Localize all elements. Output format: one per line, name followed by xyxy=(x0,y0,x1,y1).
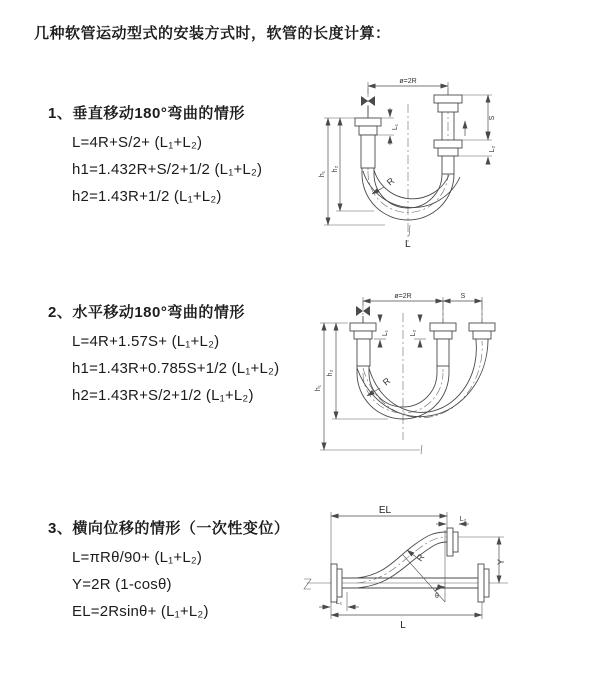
dim-label-h1: h₁ xyxy=(319,170,326,178)
section-1-heading: 1、垂直移动180°弯曲的情形 xyxy=(48,105,245,122)
page-title: 几种软管运动型式的安装方式时，软管的长度计算： xyxy=(34,25,391,42)
dim-label-l2: L₂ xyxy=(489,145,496,153)
dim-label-l1: L₁ xyxy=(392,123,399,131)
radius-label: R xyxy=(414,552,427,564)
section-3-formula-l: L=πRθ/90+ (L₁+L₂) xyxy=(72,549,203,566)
section-1-formula-l: L=4R+S/2+ (L₁+L₂) xyxy=(72,134,203,151)
dim-label-s: S xyxy=(489,115,496,121)
diagram-lateral-displacement xyxy=(295,502,600,642)
centerlines xyxy=(368,88,448,242)
section-1 xyxy=(48,104,262,214)
dimension-l2 xyxy=(436,516,469,524)
section-1-formula-h2: h2=1.43R+1/2 (L₁+L₂) xyxy=(72,188,222,205)
bottom-tick xyxy=(421,445,422,454)
right-flange xyxy=(478,564,489,602)
dim-label-y: Y xyxy=(496,558,506,566)
section-2 xyxy=(48,303,279,413)
dimension-s xyxy=(462,95,496,140)
radius-label: R xyxy=(380,375,393,388)
section-3-heading: 3、横向位移的情形（一次性变位） xyxy=(48,520,290,537)
dim-label-h1: h₁ xyxy=(315,384,322,392)
angle-construction xyxy=(403,530,445,602)
dim-label-2r: ø=2R xyxy=(394,293,412,300)
dim-label-l1: L₁ xyxy=(382,329,389,337)
middle-fitting xyxy=(430,323,456,366)
diagram-horizontal-180-bend xyxy=(308,288,598,458)
dim-label-2r: ø=2R xyxy=(399,78,417,85)
dim-label-h2: h₂ xyxy=(327,369,334,377)
dim-label-l2: L₂ xyxy=(410,329,417,337)
dim-label-h2: h₂ xyxy=(332,165,339,173)
dimension-2r xyxy=(368,78,448,95)
section-2-heading: 2、水平移动180°弯曲的情形 xyxy=(48,304,245,321)
hose-outline xyxy=(362,168,460,220)
length-label: L xyxy=(405,239,411,250)
left-flange xyxy=(331,564,342,602)
upper-flange xyxy=(447,528,458,556)
right-fitting-moved xyxy=(469,323,495,339)
dim-label-l2: L₂ xyxy=(459,516,467,523)
centerline-break-symbol xyxy=(304,579,311,589)
dim-label-l1: L₁ xyxy=(335,599,343,606)
dimension-l1 xyxy=(377,108,399,145)
section-3-formula-el: EL=2Rsinθ+ (L₁+L₂) xyxy=(72,603,209,620)
radius-label: R xyxy=(384,175,397,188)
valve-icon xyxy=(361,96,375,118)
dim-label-el: EL xyxy=(378,505,392,516)
section-3 xyxy=(48,519,289,629)
hose-outline xyxy=(357,339,488,419)
section-3-formula-y: Y=2R (1-cosθ) xyxy=(72,576,172,593)
diagram-vertical-180-bend xyxy=(310,74,590,259)
theta-label: θ xyxy=(435,593,439,600)
section-2-formula-h1: h1=1.43R+0.785S+1/2 (L₁+L₂) xyxy=(72,360,280,377)
section-1-formula-h1: h1=1.432R+S/2+1/2 (L₁+L₂) xyxy=(72,161,263,178)
dimension-l xyxy=(331,602,482,631)
dim-label-s: S xyxy=(460,293,466,300)
dimension-el xyxy=(331,505,447,564)
dim-label-l: L xyxy=(400,620,406,631)
dimension-s xyxy=(443,293,482,301)
dimension-l2 xyxy=(410,315,426,347)
left-fitting xyxy=(350,323,376,366)
left-fitting xyxy=(355,118,381,168)
displaced-hose xyxy=(357,532,447,588)
section-2-formula-h2: h2=1.43R+S/2+1/2 (L₁+L₂) xyxy=(72,387,254,404)
section-2-formula-l: L=4R+1.57S+ (L₁+L₂) xyxy=(72,333,220,350)
